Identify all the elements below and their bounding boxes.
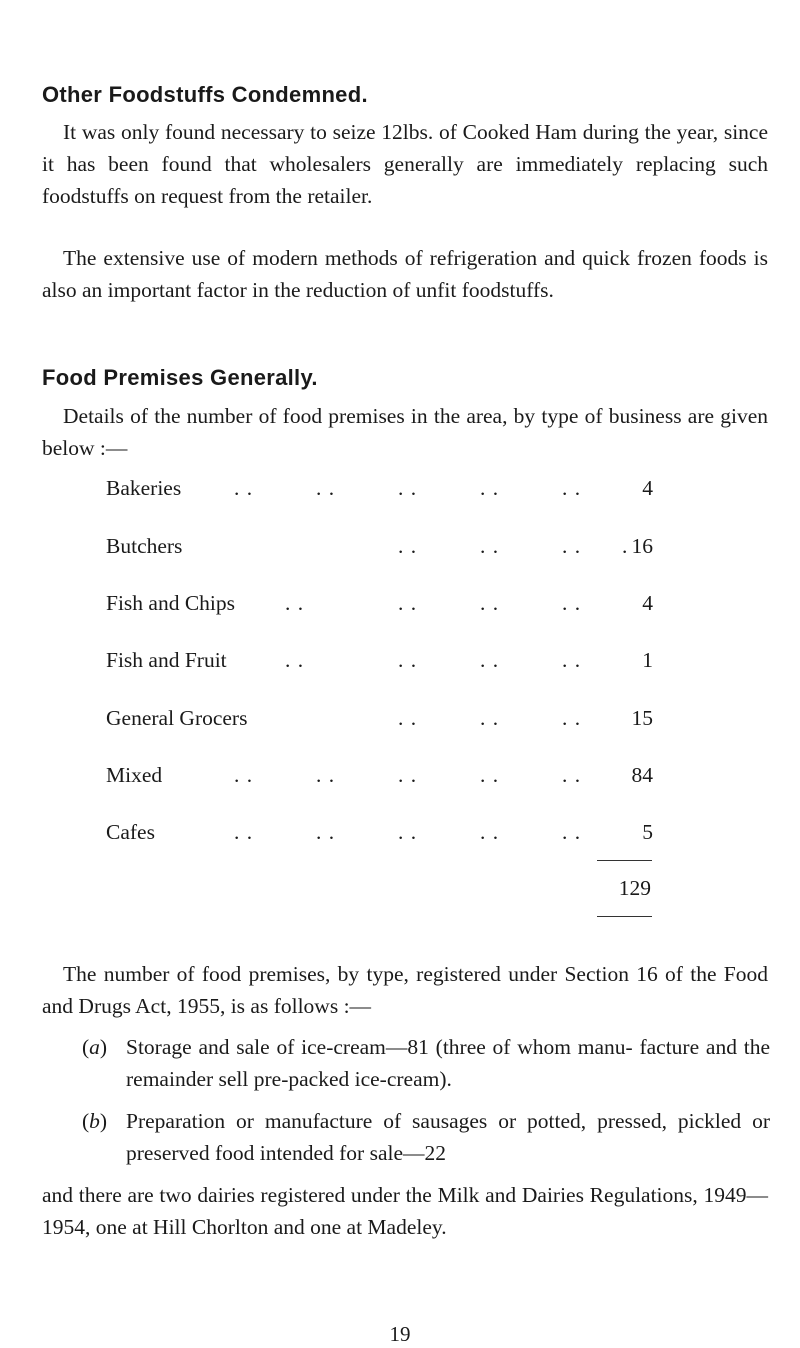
leader-dots: . .: [398, 534, 418, 558]
premises-count: 4: [642, 591, 653, 615]
table-row: [0, 591, 800, 623]
premises-type: General Grocers: [106, 706, 248, 730]
leader-dots: . .: [562, 591, 582, 615]
list-item-label: (b): [82, 1109, 108, 1133]
list-item-text: Preparation or manufacture of sausages or potted, pressed, pickled or preserved food intended for sale—22: [126, 1109, 770, 1165]
page-number: 19: [389, 1322, 411, 1346]
leader-dots: . .: [316, 763, 336, 787]
premises-type: Bakeries: [106, 476, 182, 500]
leader-dots: . .: [562, 706, 582, 730]
premises-total: 129: [618, 876, 651, 900]
paragraph-premises-intro: Details of the number of food premises in the area, by type of business are given below :—: [42, 404, 768, 460]
leader-dots: . .: [316, 820, 336, 844]
premises-count: 84: [631, 763, 653, 787]
leader-dots: . .: [480, 591, 500, 615]
leader-dots: . .: [234, 763, 254, 787]
premises-type: Mixed: [106, 763, 163, 787]
premises-type: Fish and Fruit: [106, 648, 227, 672]
paragraph-refrigeration: The extensive use of modern methods of refrigeration and quick frozen foods is also an important factor in the reduction of unfit foodstuffs.: [42, 246, 768, 302]
table-row: [0, 648, 800, 680]
premises-count: 16: [631, 534, 653, 558]
leader-dots: . .: [398, 820, 418, 844]
list-item-text: Storage and sale of ice-cream—81 (three of whom manu- facture and the remainder sell pre-packed ice-cream).: [126, 1035, 770, 1091]
premises-type: Cafes: [106, 820, 155, 844]
table-row: [0, 820, 800, 852]
premises-count: 1: [642, 648, 653, 672]
leader-dots: . .: [480, 763, 500, 787]
premises-type: Butchers: [106, 534, 183, 558]
leader-dots: . .: [285, 591, 305, 615]
leader-dots: . .: [285, 648, 305, 672]
leader-dots: . .: [562, 820, 582, 844]
leader-dots: . .: [316, 476, 336, 500]
leader-dots: . .: [398, 648, 418, 672]
leader-dots: . .: [398, 591, 418, 615]
leader-dots: . .: [562, 476, 582, 500]
leader-dots: .: [622, 534, 629, 558]
leader-dots: . .: [562, 534, 582, 558]
list-item-label: (a): [82, 1035, 108, 1059]
list-item: [82, 1105, 770, 1169]
premises-count: 15: [631, 706, 653, 730]
leader-dots: . .: [480, 534, 500, 558]
list-item: [82, 1031, 770, 1095]
leader-dots: . .: [234, 820, 254, 844]
leader-dots: . .: [480, 476, 500, 500]
leader-dots: . .: [480, 820, 500, 844]
leader-dots: . .: [398, 706, 418, 730]
paragraph-dairies: and there are two dairies registered under the Milk and Dairies Regulations, 1949—1954, one at Hill Chorlton and one at Madeley.: [42, 1183, 768, 1239]
leader-dots: . .: [562, 648, 582, 672]
paragraph-cooked-ham: It was only found necessary to seize 12lbs. of Cooked Ham during the year, since it has been found that wholesalers generally are immediately replacing such foodstuffs on request from the retailer.: [42, 120, 768, 208]
paragraph-registered-intro: The number of food premises, by type, registered under Section 16 of the Food and Drugs Act, 1955, is as follows :—: [42, 962, 768, 1018]
leader-dots: . .: [480, 648, 500, 672]
table-row: [0, 534, 800, 566]
leader-dots: . .: [480, 706, 500, 730]
premises-count: 4: [642, 476, 653, 500]
leader-dots: . .: [234, 476, 254, 500]
premises-type: Fish and Chips: [106, 591, 236, 615]
total-rule-bottom: [597, 916, 652, 917]
leader-dots: . .: [398, 476, 418, 500]
table-row: [0, 476, 800, 508]
table-row: [0, 763, 800, 795]
leader-dots: . .: [562, 763, 582, 787]
total-rule-top: [597, 860, 652, 861]
leader-dots: . .: [398, 763, 418, 787]
section-heading-other-foodstuffs: Other Foodstuffs Condemned.: [42, 82, 368, 107]
section-heading-food-premises: Food Premises Generally.: [42, 365, 318, 390]
table-row: [0, 706, 800, 738]
premises-count: 5: [642, 820, 653, 844]
